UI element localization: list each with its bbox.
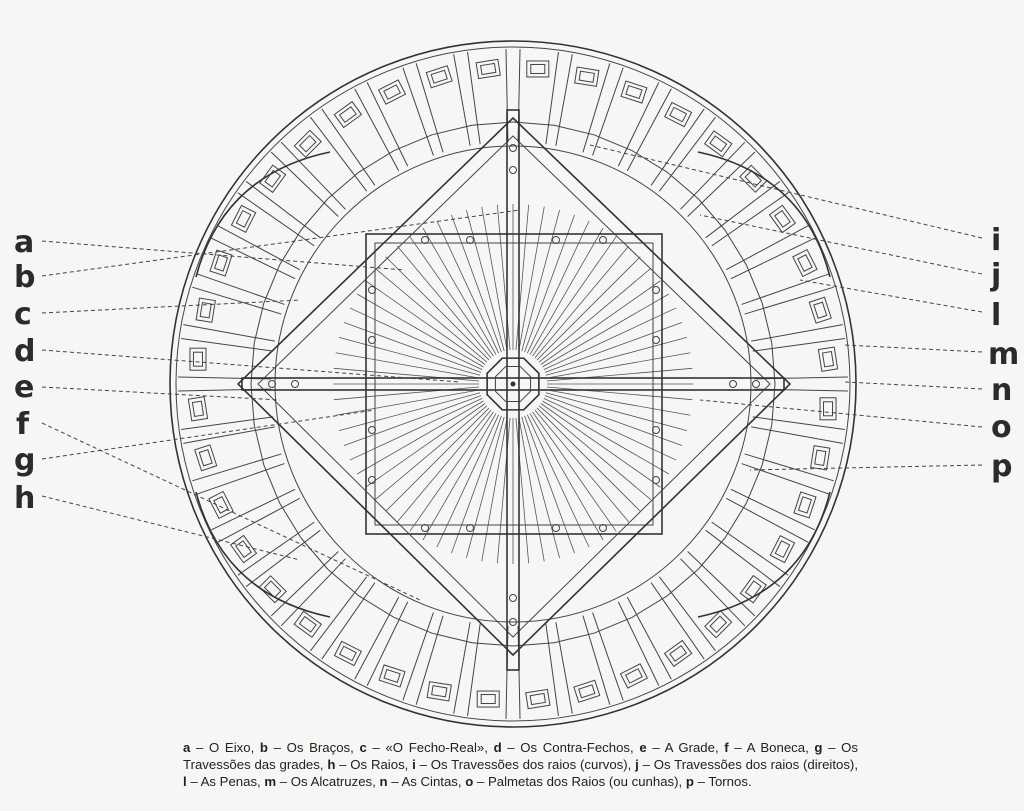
spoke — [519, 207, 544, 351]
bucket — [809, 297, 831, 323]
bucket-inner — [626, 86, 642, 99]
bucket — [818, 347, 837, 371]
bucket-inner — [481, 63, 496, 74]
spoke — [423, 413, 496, 539]
rim-chord — [554, 633, 594, 643]
spoke — [466, 210, 504, 351]
legend-item: l – As Penas, — [183, 774, 265, 789]
spoke-plank — [454, 54, 470, 146]
bucket — [793, 250, 817, 277]
spoke-plank — [745, 454, 834, 481]
peg — [730, 381, 737, 388]
bucket — [620, 664, 647, 688]
bucket-inner — [798, 255, 812, 272]
spoke-plank — [753, 339, 845, 352]
bucket — [195, 445, 217, 471]
spoke-plank — [281, 559, 345, 626]
leader-line — [42, 241, 405, 270]
label-i: i — [991, 223, 1002, 258]
spoke — [535, 410, 629, 522]
peg — [653, 287, 660, 294]
bucket — [259, 576, 286, 603]
spoke — [482, 207, 507, 351]
spoke-plank — [583, 63, 610, 152]
legend-item: m – Os Alcatruzes, — [264, 774, 380, 789]
bucket — [526, 689, 550, 708]
bucket-inner — [215, 255, 228, 271]
rim-chord — [432, 125, 472, 135]
spoke-plank — [322, 583, 375, 659]
label-f: f — [16, 407, 30, 442]
leader-line — [700, 215, 982, 274]
spoke — [542, 401, 668, 474]
spoke-plank — [546, 624, 559, 716]
spoke — [530, 228, 603, 354]
spoke — [516, 418, 529, 563]
legend-item: f – A Boneca, — [724, 740, 815, 755]
leader-line — [42, 300, 300, 313]
spoke — [544, 398, 676, 460]
legend-item: o – Palmetas dos Raios (ou cunhas), — [465, 774, 686, 789]
bucket-inner — [384, 85, 401, 99]
bucket — [231, 536, 257, 563]
spoke — [519, 417, 544, 561]
spoke-plank — [706, 530, 780, 586]
peg — [553, 525, 560, 532]
legend-item: i – Os Travessões dos raios (curvos), — [412, 757, 636, 772]
spoke — [497, 418, 510, 563]
peg — [467, 525, 474, 532]
legend-item: j – Os Travessões dos raios (direitos), — [635, 757, 858, 772]
spoke — [334, 387, 479, 400]
spoke — [522, 417, 560, 558]
spoke-plank — [181, 417, 273, 430]
spoke — [539, 406, 651, 500]
legend-item: g – Os Travessões das grades, — [183, 740, 858, 772]
rim-chord — [359, 596, 394, 617]
spoke-plank — [745, 287, 834, 314]
spoke — [357, 401, 483, 474]
bucket-inner — [626, 669, 643, 683]
bucket — [621, 81, 647, 103]
rim-chord — [725, 230, 746, 265]
bucket-inner — [432, 686, 447, 697]
bucket — [740, 576, 766, 603]
spoke-plank — [583, 616, 610, 705]
bucket-inner — [431, 70, 447, 83]
bucket-inner — [236, 211, 250, 228]
rim-chord — [698, 199, 725, 230]
rim-chord — [264, 265, 280, 303]
legend-item: p – Tornos. — [685, 774, 752, 789]
label-p: p — [991, 449, 1013, 484]
curved-crossbar — [196, 152, 330, 277]
bucket-inner — [531, 64, 545, 73]
spoke — [386, 408, 489, 511]
spoke — [386, 257, 489, 360]
bucket — [665, 102, 692, 126]
spoke — [397, 410, 491, 522]
peg — [510, 167, 517, 174]
spoke — [350, 308, 482, 370]
bucket-inner — [815, 450, 826, 465]
spoke — [546, 393, 687, 431]
legend-item: e – A Grade, — [639, 740, 725, 755]
leader-line — [845, 382, 982, 389]
leader-line — [42, 423, 420, 600]
spoke-plank — [192, 454, 281, 481]
wheel-drawing — [170, 41, 856, 727]
rim-chord — [594, 135, 632, 151]
spoke-plank — [556, 54, 572, 146]
spoke — [542, 294, 668, 367]
rim-chord — [359, 151, 394, 172]
leader-line — [700, 400, 982, 427]
bucket — [334, 102, 361, 128]
spoke-plank — [680, 142, 744, 209]
peg — [422, 525, 429, 532]
spoke-plank — [688, 152, 755, 216]
label-d: d — [14, 334, 36, 369]
spoke — [336, 390, 480, 415]
spoke-plank — [468, 52, 481, 144]
bucket — [769, 205, 795, 232]
spoke-plank — [546, 52, 559, 144]
label-g: g — [14, 443, 36, 478]
rim-chord — [432, 633, 472, 643]
spoke-plank — [556, 622, 572, 714]
leader-line — [42, 387, 280, 400]
legend-item: d – Os Contra-Fechos, — [493, 740, 640, 755]
legend-caption — [183, 739, 858, 790]
label-n: n — [991, 373, 1013, 408]
peg — [369, 427, 376, 434]
bucket — [574, 680, 600, 702]
bucket-inner — [530, 693, 545, 704]
label-j: j — [991, 258, 1002, 293]
bucket — [811, 446, 830, 470]
peg — [600, 237, 607, 244]
peg — [753, 381, 760, 388]
bucket — [575, 67, 599, 86]
peg — [653, 477, 660, 484]
bucket-inner — [814, 302, 827, 318]
peg — [600, 525, 607, 532]
bucket-inner — [192, 401, 203, 416]
bucket — [379, 665, 405, 687]
bucket — [477, 691, 499, 707]
bucket — [334, 641, 361, 665]
rim-chord — [554, 125, 594, 135]
spoke — [546, 353, 690, 378]
rim-chord — [594, 617, 632, 633]
spoke-plank — [183, 427, 275, 443]
rim-chord — [746, 465, 762, 503]
rim-chord — [301, 538, 328, 569]
spoke-plank — [181, 339, 273, 352]
spoke-plank — [651, 109, 704, 185]
spoke — [547, 368, 692, 381]
bucket-inner — [775, 541, 789, 558]
spoke-plank — [271, 551, 338, 615]
bucket-inner — [799, 497, 812, 513]
rim-chord — [632, 596, 667, 617]
rim-chord — [667, 569, 698, 596]
bucket-inner — [340, 646, 357, 660]
label-h: h — [14, 481, 36, 516]
spoke — [497, 205, 510, 350]
spoke — [397, 246, 491, 358]
spoke-plank — [688, 551, 755, 615]
peg — [292, 381, 299, 388]
peg — [269, 381, 276, 388]
label-a: a — [14, 225, 35, 260]
bucket — [196, 298, 215, 322]
peg — [653, 337, 660, 344]
spoke — [466, 417, 504, 558]
spoke-plank — [183, 325, 275, 341]
bucket-inner — [193, 352, 202, 366]
bucket-inner — [579, 685, 595, 698]
leader-line — [845, 345, 982, 352]
bucket — [476, 59, 500, 78]
rim-chord — [301, 199, 328, 230]
rim-chord — [280, 503, 301, 538]
spoke — [423, 228, 496, 354]
spoke-plank — [192, 287, 281, 314]
rim-chord — [632, 151, 667, 172]
bucket-inner — [481, 695, 495, 704]
bucket — [770, 536, 794, 563]
spoke-plank — [281, 142, 345, 209]
hub-center — [511, 382, 516, 387]
bucket — [427, 682, 451, 701]
peg — [467, 237, 474, 244]
spoke-plank — [468, 624, 481, 716]
labels-left — [14, 225, 35, 516]
bucket-inner — [199, 450, 212, 466]
label-m: m — [988, 337, 1020, 372]
spoke-plank — [680, 559, 744, 626]
bucket — [210, 250, 232, 276]
spoke-plank — [271, 152, 338, 216]
spoke — [537, 257, 640, 360]
label-l: l — [991, 298, 1002, 333]
spoke — [537, 408, 640, 511]
spoke-plank — [238, 193, 314, 246]
spoke — [350, 398, 482, 460]
label-e: e — [14, 370, 35, 405]
rim-chord — [254, 303, 264, 343]
spoke-plank — [751, 325, 843, 341]
spoke-plank — [659, 577, 715, 651]
spoke-plank — [246, 530, 320, 586]
rim-chord — [667, 172, 698, 199]
label-c: c — [14, 297, 32, 332]
spoke — [546, 390, 690, 415]
spoke-plank — [246, 181, 320, 237]
spoke-plank — [712, 522, 788, 575]
bucket-inner — [822, 352, 833, 367]
bucket — [190, 348, 206, 370]
spoke — [357, 294, 483, 367]
bucket — [188, 397, 207, 421]
peg — [510, 595, 517, 602]
spoke — [527, 415, 589, 547]
bucket — [426, 66, 452, 88]
rim-chord — [394, 617, 432, 633]
spoke — [527, 221, 589, 353]
bucket-inner — [579, 71, 594, 82]
bucket — [209, 491, 233, 518]
spoke — [544, 308, 676, 370]
spoke-plank — [751, 427, 843, 443]
rim-chord — [394, 135, 432, 151]
leader-line — [590, 145, 982, 238]
peg — [369, 287, 376, 294]
bucket — [820, 398, 836, 420]
legend-item: h – Os Raios, — [327, 757, 413, 772]
peg — [653, 427, 660, 434]
spoke — [339, 337, 480, 375]
bucket — [665, 640, 692, 666]
spoke — [334, 368, 479, 381]
legend-item: c – «O Fecho-Real», — [359, 740, 494, 755]
spoke — [547, 387, 692, 400]
bucket — [379, 80, 406, 104]
bucket — [527, 61, 549, 77]
peg — [422, 237, 429, 244]
bucket — [740, 165, 767, 192]
rim-chord — [698, 538, 725, 569]
bucket — [794, 492, 816, 518]
bucket — [231, 205, 255, 232]
legend-item: a – O Eixo, — [183, 740, 260, 755]
spoke-plank — [753, 417, 845, 430]
bucket-inner — [384, 670, 400, 683]
labels-right — [988, 223, 1019, 484]
spoke — [437, 415, 499, 547]
rim-chord — [328, 569, 359, 596]
rim-chord — [254, 425, 264, 465]
spoke — [437, 221, 499, 353]
rim-chord — [264, 465, 280, 503]
bucket-inner — [824, 402, 833, 416]
label-o: o — [991, 410, 1012, 445]
label-b: b — [14, 260, 36, 295]
leader-lines — [42, 145, 982, 600]
legend-item: b – Os Braços, — [259, 740, 360, 755]
spoke — [522, 210, 560, 351]
legend-item: n – As Cintas, — [379, 774, 466, 789]
bucket-inner — [670, 107, 687, 121]
rim-chord — [746, 265, 762, 303]
rim-chord — [762, 425, 772, 465]
spoke-plank — [416, 63, 443, 152]
spoke-plank — [454, 622, 470, 714]
bucket — [705, 131, 732, 157]
spoke — [530, 413, 603, 539]
spoke — [535, 246, 629, 358]
spoke — [375, 268, 487, 362]
spoke — [546, 337, 687, 375]
spoke — [375, 406, 487, 500]
peg — [369, 337, 376, 344]
diamond-frame — [238, 118, 790, 655]
spoke — [339, 393, 480, 431]
bucket — [294, 611, 321, 637]
rim-chord — [328, 172, 359, 199]
spoke — [482, 417, 507, 561]
rim-chord — [725, 503, 746, 538]
rim-chord — [762, 303, 772, 343]
spoke — [516, 205, 529, 350]
spoke — [539, 268, 651, 362]
peg — [553, 237, 560, 244]
bucket — [294, 130, 321, 157]
spoke-plank — [416, 616, 443, 705]
